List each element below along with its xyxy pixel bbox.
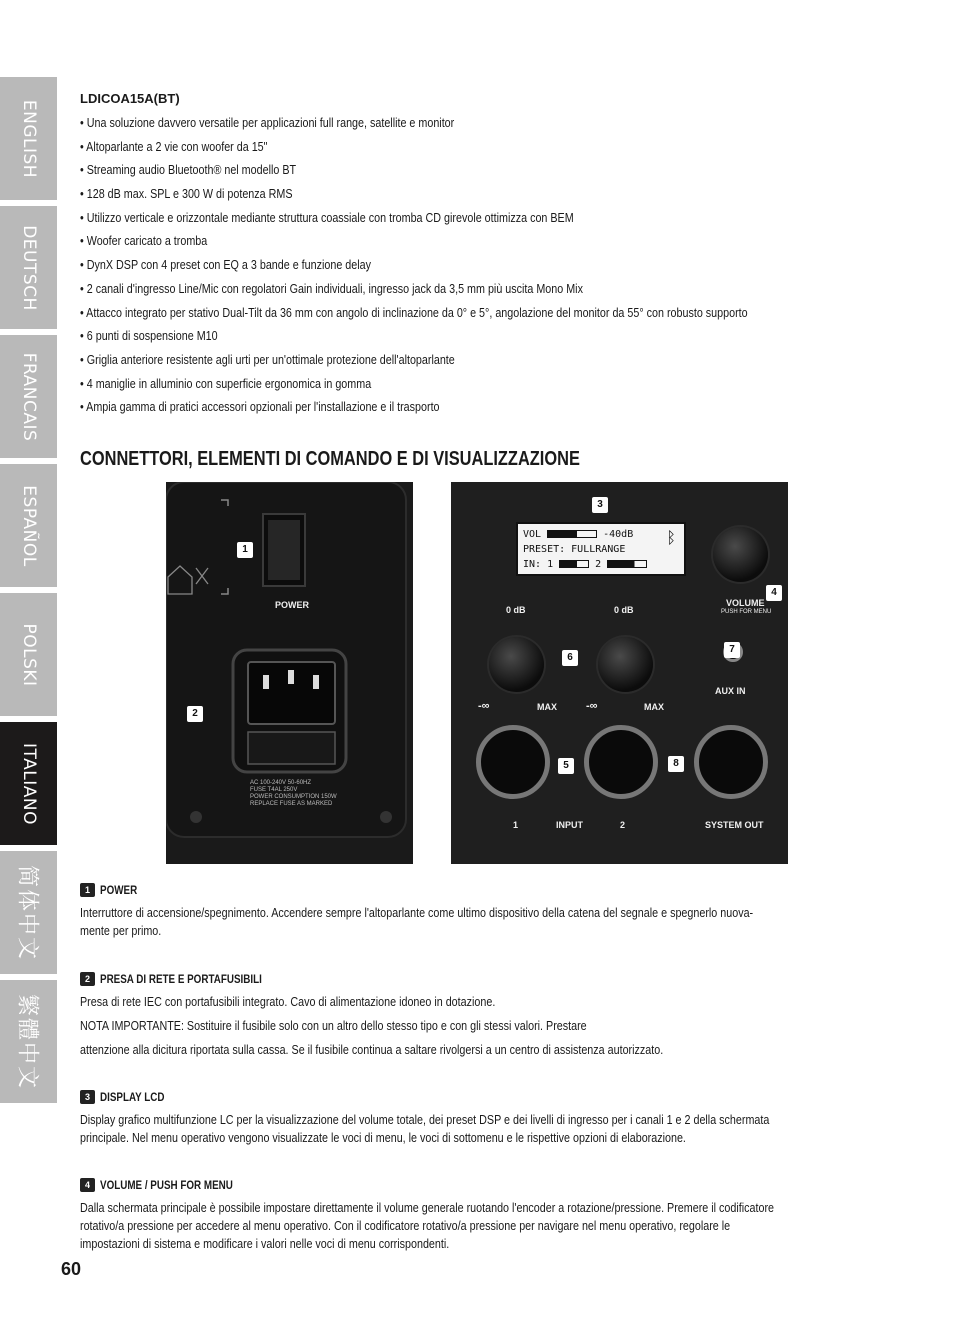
description-heading [80,1175,880,1193]
features-section [80,91,880,420]
description-title: PRESA DI RETE E PORTAFUSIBILI [100,971,262,986]
tab-espanol[interactable] [0,464,57,587]
rating-text [250,780,337,808]
description-heading [80,880,880,898]
gain2-knob[interactable] [598,637,653,692]
lcd-input2-meter [607,560,647,568]
tab-label: 繁體中文 [14,993,39,1090]
tab-traditional-chinese[interactable] [0,980,57,1103]
feature-item: • 2 canali d'ingresso Line/Mic con regolatori Gain individuali, ingresso jack da 3,5 mm più uscita Mono Mix [80,281,583,296]
callout-badge: 6 [562,650,578,666]
feature-item: • Ampia gamma di pratici accessori opzionali per l'installazione e il trasporto [80,400,440,415]
input1-number: 1 [513,820,519,830]
tab-francais[interactable] [0,335,57,458]
input-label: INPUT [556,820,583,830]
description-text: attenzione alla dicitura riportata sulla cassa. Se il fusibile continua a saltare rivolgersi a un centro di assistenza autorizzato. [80,1043,664,1057]
callout-badge: 5 [558,758,574,774]
volume-label: VOLUME [726,598,765,608]
feature-item: • Una soluzione davvero versatile per applicazioni full range, satellite e monitor [80,116,455,130]
gain1-max-text: MAX [537,702,557,712]
lcd-volume-bar [547,530,597,538]
callout-badge: 4 [766,585,782,601]
aux-in-label: AUX IN [715,686,746,696]
tab-label: FRANCAIS [18,352,39,441]
lcd-input2: 2 [595,559,602,570]
rear-panel-power-image [166,482,413,864]
feature-item: • Utilizzo verticale e orizzontale mediante struttura coassiale con tromba CD girevole ottimizza con BEM [80,210,574,225]
callout-badge: 3 [592,497,608,513]
tab-deutsch[interactable] [0,206,57,329]
lcd-preset: PRESET: FULLRANGE [523,544,626,555]
description-number: 3 [80,1090,95,1104]
feature-item: • 128 dB max. SPL e 300 W di potenza RMS [80,187,293,202]
gain1-min-label: -∞ [478,700,490,712]
tab-label: DEUTSCH [18,224,39,311]
rear-panel-controls-image [451,482,788,864]
tab-italiano[interactable] [0,722,57,845]
tab-label: POLSKI [18,622,39,687]
description-text: impostazioni di sistema e modificare i valori nelle voci di menu corrispondenti. [80,1237,450,1251]
feature-item: • Griglia anteriore resistente agli urti per un'ottimale protezione dell'altoparlante [80,352,455,367]
feature-item: • DynX DSP con 4 preset con EQ a 3 bande e funzione delay [80,258,372,273]
push-for-menu-label: PUSH FOR MENU [721,609,772,615]
system-out-xlr[interactable] [694,725,768,799]
description-number: 4 [80,1178,95,1192]
tab-label: 简体中文 [14,864,39,961]
callout-badge: 1 [237,542,253,558]
power-label: POWER [275,600,310,610]
lcd-input1-meter [559,560,589,568]
feature-item: • Woofer caricato a tromba [80,234,208,249]
lcd-input1: IN: 1 [523,559,554,570]
tab-simplified-chinese[interactable] [0,851,57,974]
gain1-knob[interactable] [489,637,544,692]
description-text: mente per primo. [80,924,162,938]
lcd-vol-value: -40dB [603,529,634,540]
rating-line: POWER CONSUMPTION 150W [250,794,337,800]
tab-polski[interactable] [0,593,57,716]
description-text: Dalla schermata principale è possibile impostare direttamente il volume generale ruotando l'encoder a rotazione/pressione. Premere il codificatore [80,1201,775,1215]
feature-list [80,112,880,420]
callout-badge: 8 [668,756,684,772]
model-heading: LDICOA15A(BT) [80,91,180,106]
description-text: Interruttore di accensione/spegnimento. Accendere sempre l'altoparlante come ultimo dispositivo della catena del segnale e spegnerlo nuova- [80,906,754,920]
bluetooth-icon: ᛒ [666,528,676,547]
page-number: 60 [61,1259,82,1279]
description-title: POWER [100,882,138,897]
description-title: VOLUME / PUSH FOR MENU [100,1177,233,1192]
description-number: 2 [80,972,95,986]
description-text: Display grafico multifunzione LC per la visualizzazione del volume totale, dei preset DSP e dei livelli di ingresso per i canali 1 e 2 della schermata [80,1113,770,1127]
feature-item: • 6 punti di sospensione M10 [80,329,218,344]
tab-label: ENGLISH [18,99,39,178]
tab-label: ESPAÑOL [18,484,39,567]
feature-item: • Streaming audio Bluetooth® nel modello BT [80,163,297,178]
feature-item: • 4 maniglie in alluminio con superficie ergonomica in gomma [80,376,372,391]
lcd-vol-label: VOL [523,529,542,540]
callout-badge: 7 [724,642,740,658]
tab-english[interactable] [0,77,57,200]
rating-line: FUSE T4AL 250V [250,787,298,793]
description-text: Presa di rete IEC con portafusibili integrato. Cavo di alimentazione idoneo in dotazione. [80,995,496,1009]
volume-knob[interactable] [713,527,768,582]
input1-combo-jack[interactable] [476,725,550,799]
callout-badge: 2 [187,706,203,722]
lcd-display [516,522,686,576]
description-text: rotativo/a pressione per accedere al menu operativo. Con il codificatore rotativo/a pressione per navigare nel menu operativo, regolare le [80,1219,731,1233]
section-title: CONNETTORI, ELEMENTI DI COMANDO E DI VISUALIZZAZIONE [80,448,580,470]
description-text: NOTA IMPORTANTE: Sostituire il fusibile solo con un altro dello stesso tipo e con gli stessi valori. Prestare [80,1019,587,1033]
system-out-label: SYSTEM OUT [705,820,764,830]
description-text: principale. Nel menu operativo vengono visualizzate le voci di menu, le voci di sottomenu e le rispettive opzioni di elaborazione. [80,1131,686,1145]
description-number: 1 [80,883,95,897]
feature-item: • Altoparlante a 2 vie con woofer da 15" [80,139,268,154]
description-heading [80,1087,880,1105]
description-lcd [80,1087,880,1147]
description-power [80,880,880,940]
input2-number: 2 [620,820,626,830]
description-volume [80,1175,880,1253]
tab-label: ITALIANO [18,742,39,825]
gain2-max-label: 0 dB [614,605,634,615]
description-heading [80,969,880,987]
gain2-max-text: MAX [644,702,664,712]
input2-combo-jack[interactable] [584,725,658,799]
rating-line: AC 100-240V 50-60HZ [250,780,312,786]
rating-line: REPLACE FUSE AS MARKED [250,801,333,807]
description-mains [80,969,880,1059]
gain2-min-label: -∞ [586,700,598,712]
gain1-max-label: 0 dB [506,605,526,615]
language-tabs [0,77,57,1109]
description-title: DISPLAY LCD [100,1089,165,1104]
feature-item: • Attacco integrato per stativo Dual-Tilt da 36 mm con angolo di inclinazione da 0° e 5°, angolazione del monitor da 55° con robusto supporto [80,305,748,320]
